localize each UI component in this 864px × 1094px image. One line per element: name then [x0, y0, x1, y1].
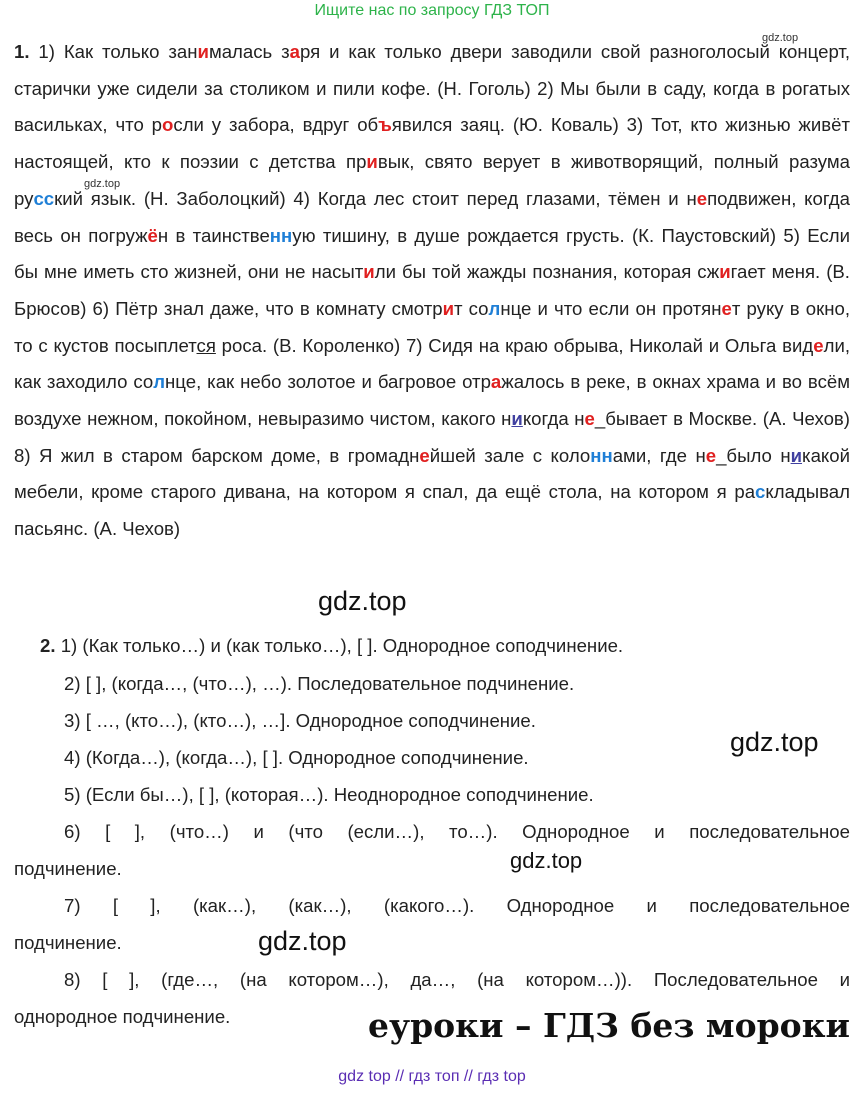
task-1-number: 1.	[14, 41, 30, 62]
task-2-line-2: 2) [ ], (когда…, (что…), …). Последовательное подчинение.	[64, 673, 575, 694]
task-1-paragraph: 1. 1) Как только занималась заря и как только двери заводили свой разноголосый концерт, старички уже сидели за столиком и пили кофе. (Н. Гоголь) 2) Мы были в саду, когда в рогатых васильках, что росли у забора, вдруг объявился заяц. (Ю. Коваль) 3) Тот, кто жизнью живёт настоящей, кто к поэзии с детства привык, свято верует в животворящий, полный разума русский язык. (Н. Заболоцкий) 4) Когда лес стоит перед глазами, тёмен и неподвижен, когда весь он погружён в таинственную тишину, в душе рождается грусть. (К. Паустовский) 5) Если бы мне иметь сто жизней, они не насытили бы той жажды познания, которая сжигает меня. (В. Брюсов) 6) Пётр знал даже, что в комнату смотрит солнце и что если он протянет руку в окно, то с кустов посыплется роса. (В. Короленко) 7) Сидя на краю обрыва, Николай и Ольга видели, как заходило солнце, как небо золотое и багровое отражалось в реке, в окнах храма и во всём воздухе нежном, покойном, невыразимо чистом, какого никогда не_бывает в Москве. (А. Чехов) 8) Я жил в старом барском доме, в громаднейшей зале с колоннами, где не_было никакой мебели, кроме старого дивана, на котором я спал, да ещё стола, на котором я раскладывал пасьянс. (А. Чехов)	[14, 41, 851, 540]
task-2-line-6: 6) [ ], (что…) и (что (если…), то…). Однородное и последовательное	[64, 821, 850, 842]
task-2-line-3: 3) [ …, (кто…), (кто…), …]. Однородное соподчинение.	[64, 710, 536, 731]
task-2-line-6-cont: подчинение.	[14, 858, 122, 879]
task-2-line-8: 8) [ ], (где…, (на котором…), да…, (на котором…)). Последовательное и	[64, 969, 850, 990]
footer-links[interactable]: gdz top // гдз топ // гдз top	[338, 1068, 526, 1085]
watermark-large: gdz.top	[258, 926, 347, 956]
watermark-small: gdz.top	[762, 32, 799, 44]
task-2-line-1: 2. 1) (Как только…) и (как только…), [ ]. Однородное соподчинение.	[40, 635, 624, 656]
task-2-line-7-cont: подчинение.	[14, 932, 122, 953]
task-2-line-8-cont: однородное подчинение.	[14, 1006, 231, 1027]
watermark-large: gdz.top	[318, 586, 407, 616]
watermark-small: gdz.top	[84, 178, 121, 190]
brand-slogan: еуроки – ГДЗ без мороки	[367, 1006, 850, 1045]
task-2-number: 2.	[40, 635, 56, 656]
top-banner-link[interactable]: Ищите нас по запросу ГДЗ ТОП	[314, 2, 550, 19]
task-2-line-5: 5) (Если бы…), [ ], (которая…). Неоднородное соподчинение.	[64, 784, 594, 805]
task-2-line-7: 7) [ ], (как…), (как…), (какого…). Однородное и последовательное	[64, 895, 850, 916]
task-2-line-4: 4) (Когда…), (когда…), [ ]. Однородное соподчинение.	[64, 747, 529, 768]
watermark-large: gdz.top	[730, 727, 819, 757]
watermark-medium: gdz.top	[510, 848, 583, 873]
